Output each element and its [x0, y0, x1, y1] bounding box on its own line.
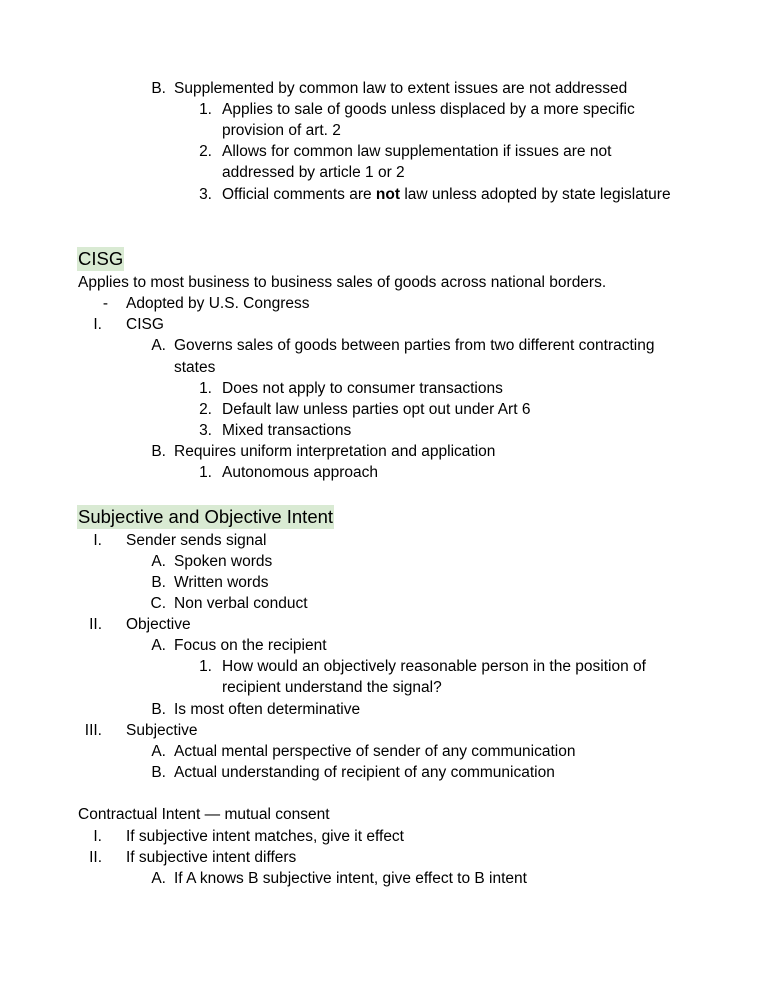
- list-item-text: Non verbal conduct: [174, 595, 308, 612]
- list-marker: 1.: [199, 658, 212, 675]
- list-item-text: Does not apply to consumer transactions: [222, 380, 503, 397]
- list-item-text-continued: addressed by article 1 or 2: [222, 164, 405, 181]
- list-marker: A.: [151, 553, 166, 570]
- list-marker: 1.: [199, 101, 212, 118]
- list-item-text: Applies to sale of goods unless displaced by a more specific: [222, 101, 635, 118]
- list-item-text: Allows for common law supplementation if issues are not: [222, 143, 612, 160]
- list-marker: -: [102, 295, 108, 312]
- list-item-text: Focus on the recipient: [174, 637, 327, 654]
- paragraph: Applies to most business to business sales of goods across national borders.: [78, 274, 607, 291]
- list-marker: A.: [151, 637, 166, 654]
- list-marker: I.: [93, 828, 102, 845]
- list-marker: III.: [84, 722, 102, 739]
- list-item-text: Requires uniform interpretation and application: [174, 443, 496, 460]
- section-heading: CISG: [78, 248, 124, 269]
- list-marker: B.: [151, 701, 166, 718]
- list-item-text: Autonomous approach: [222, 464, 378, 481]
- list-marker: B.: [151, 80, 166, 97]
- list-item-text: [222, 184, 671, 205]
- list-item-text: Actual mental perspective of sender of any communication: [174, 743, 576, 760]
- list-marker: 3.: [199, 422, 212, 439]
- list-item-text: Written words: [174, 574, 269, 591]
- list-marker: B.: [151, 443, 166, 460]
- list-item-text: Sender sends signal: [126, 532, 267, 549]
- list-marker: A.: [151, 743, 166, 760]
- list-item-text: Objective: [126, 616, 191, 633]
- list-item-text: Spoken words: [174, 553, 273, 570]
- list-item-text: Subjective: [126, 722, 198, 739]
- list-marker: 1.: [199, 380, 212, 397]
- list-item-text-continued: recipient understand the signal?: [222, 679, 442, 696]
- list-item-text-continued: provision of art. 2: [222, 122, 341, 139]
- list-marker: A.: [151, 337, 166, 354]
- list-item-text: Supplemented by common law to extent issues are not addressed: [174, 80, 628, 97]
- list-item-text: Adopted by U.S. Congress: [126, 295, 310, 312]
- text-segment: Official comments are: [222, 186, 376, 203]
- list-item-text: Is most often determinative: [174, 701, 361, 718]
- list-marker: B.: [151, 574, 166, 591]
- list-item-text: Governs sales of goods between parties from two different contracting: [174, 337, 655, 354]
- list-marker: I.: [93, 532, 102, 549]
- subsection-title: Contractual Intent — mutual consent: [78, 806, 330, 823]
- bold-emphasis: not: [375, 186, 401, 203]
- list-item-text: If subjective intent differs: [126, 849, 297, 866]
- list-item-text: If A knows B subjective intent, give effect to B intent: [174, 870, 527, 887]
- list-marker: C.: [150, 595, 166, 612]
- list-item-text: If subjective intent matches, give it effect: [126, 828, 404, 845]
- section-heading: Subjective and Objective Intent: [78, 506, 334, 527]
- list-marker: 2.: [199, 401, 212, 418]
- list-item-text: How would an objectively reasonable person in the position of: [222, 658, 646, 675]
- list-marker: B.: [151, 764, 166, 781]
- list-marker: 3.: [199, 186, 212, 203]
- list-item-text: CISG: [126, 316, 164, 333]
- list-item-text: Actual understanding of recipient of any communication: [174, 764, 555, 781]
- list-marker: 2.: [199, 143, 212, 160]
- list-marker: 1.: [199, 464, 212, 481]
- list-marker: II.: [89, 616, 102, 633]
- list-marker: II.: [89, 849, 102, 866]
- list-item-text-continued: states: [174, 359, 216, 376]
- text-segment: law unless adopted by state legislature: [400, 186, 671, 203]
- list-item-text: Default law unless parties opt out under Art 6: [222, 401, 531, 418]
- list-marker: A.: [151, 870, 166, 887]
- list-item-text: Mixed transactions: [222, 422, 352, 439]
- list-marker: I.: [93, 316, 102, 333]
